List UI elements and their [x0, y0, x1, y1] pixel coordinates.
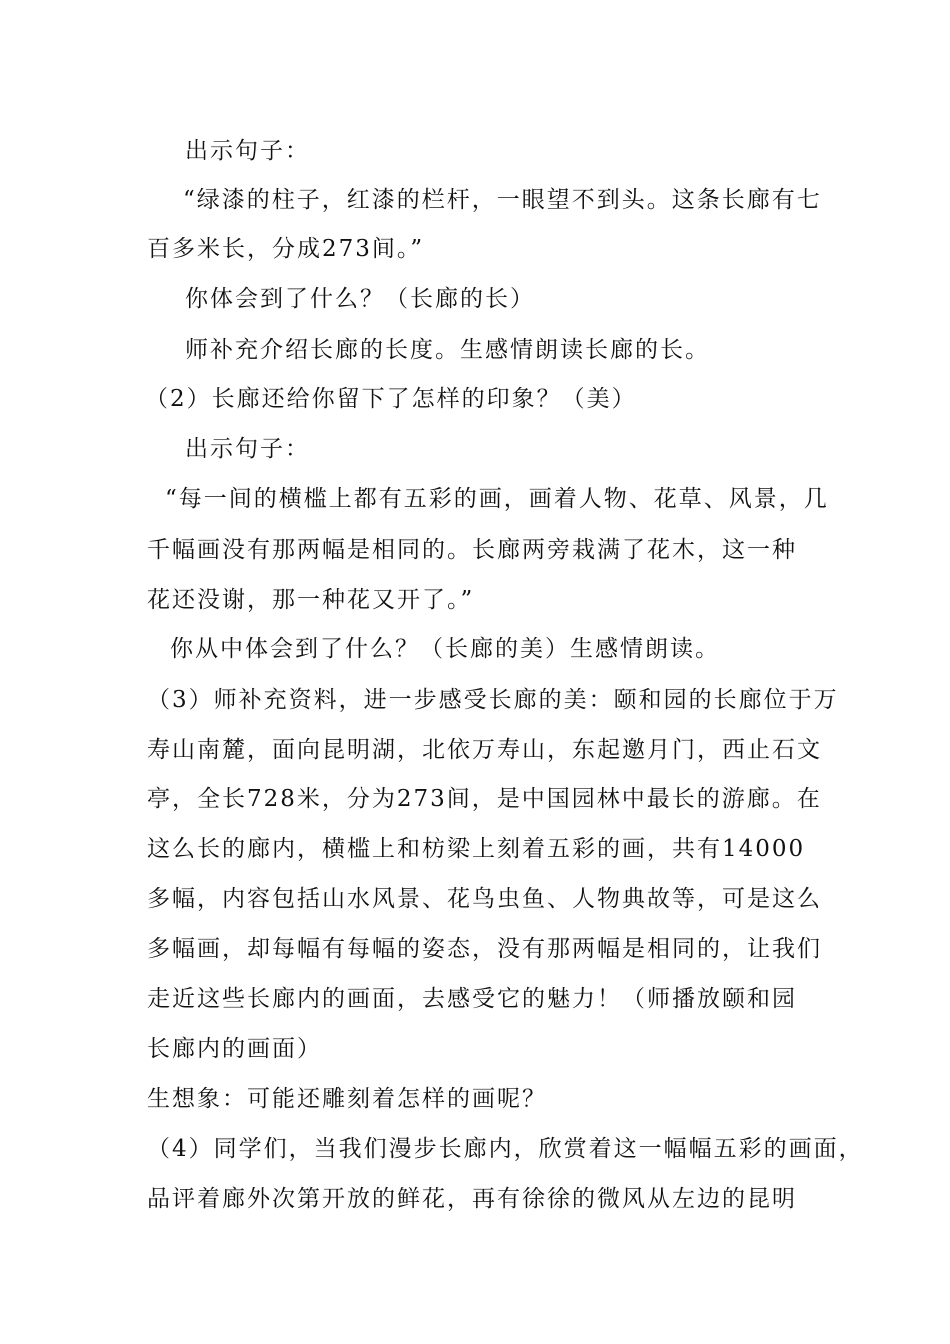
text-line: 出示句子：	[185, 436, 310, 462]
text-line: “绿漆的柱子，红漆的栏杆，一眼望不到头。这条长廊有七	[183, 187, 822, 213]
text-line: （4）同学们，当我们漫步长廊内，欣赏着这一幅幅五彩的画面，	[147, 1136, 864, 1162]
text-line: 百多米长，分成273间。”	[147, 236, 425, 262]
text-line: 亭，全长728米，分为273间，是中国园林中最长的游廊。在	[147, 786, 822, 812]
text-line: 出示句子：	[185, 138, 310, 164]
text-line: 长廊内的画面）	[147, 1036, 322, 1062]
text-line: 品评着廊外次第开放的鲜花，再有徐徐的微风从左边的昆明	[147, 1186, 797, 1212]
text-line: 师补充介绍长廊的长度。生感情朗读长廊的长。	[185, 337, 710, 363]
text-line: 多幅画，却每幅有每幅的姿态，没有那两幅是相同的，让我们	[147, 936, 822, 962]
text-line: 寿山南麓，面向昆明湖，北依万寿山，东起邀月门，西止石文	[147, 737, 822, 763]
text-line: 花还没谢，那一种花又开了。”	[147, 587, 475, 613]
text-line: 你体会到了什么？（长廊的长）	[185, 286, 535, 312]
text-line: 走近这些长廊内的画面，去感受它的魅力！（师播放颐和园	[147, 986, 797, 1012]
text-line: “每一间的横槛上都有五彩的画，画着人物、花草、风景，几	[165, 486, 829, 512]
text-line: 生想象：可能还雕刻着怎样的画呢？	[147, 1086, 547, 1112]
text-line: 你从中体会到了什么？（长廊的美）生感情朗读。	[170, 636, 720, 662]
text-line: （3）师补充资料，进一步感受长廊的美：颐和园的长廊位于万	[147, 687, 839, 713]
text-line: （2）长廊还给你留下了怎样的印象？（美）	[145, 386, 637, 412]
text-line: 这么长的廊内，横槛上和枋梁上刻着五彩的画，共有14000	[147, 836, 806, 862]
text-line: 多幅，内容包括山水风景、花鸟虫鱼、人物典故等，可是这么	[147, 886, 822, 912]
text-line: 千幅画没有那两幅是相同的。长廊两旁栽满了花木，这一种	[147, 537, 797, 563]
